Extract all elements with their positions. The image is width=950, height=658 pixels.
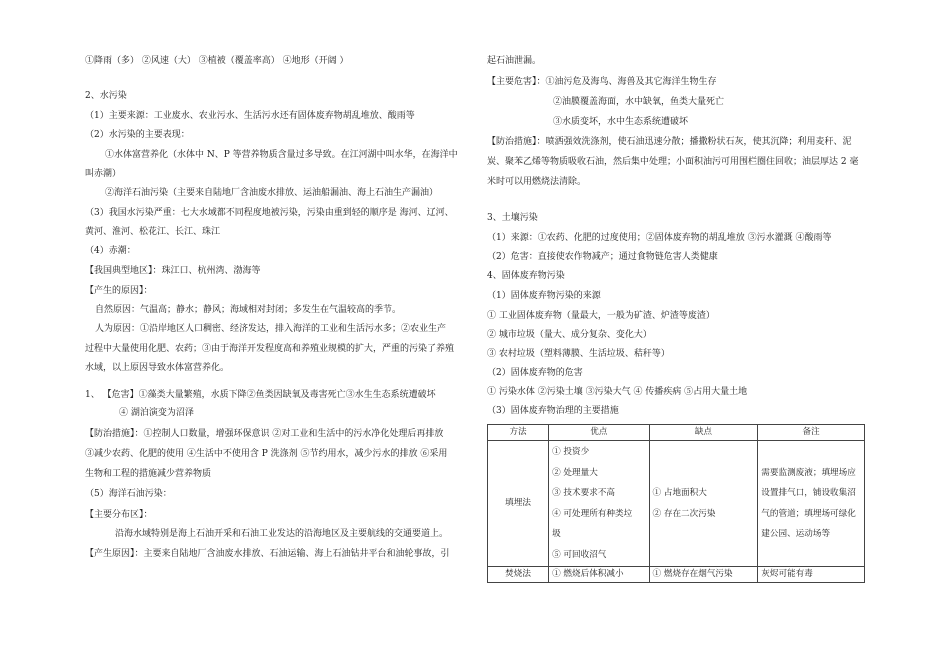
solid-waste-treatment-table (487, 424, 865, 583)
left-text-line: 【防治措施】：①控制人口数量，增强环保意识 ②对工业和生活中的污水净化处理后再排放 (85, 429, 444, 439)
table-row-landfill (488, 441, 865, 567)
left-text-line: 1、 【危害】①藻类大量繁殖，水质下降②鱼类因缺氧及毒害死亡③水生生态系统遭破坏 (85, 390, 436, 400)
method-cell: 填埋法 (488, 441, 549, 567)
right-text-line: ③ 农村垃圾（塑料薄膜、生活垃圾、秸秆等） (487, 349, 670, 359)
left-text-line: （3）我国水污染严重：七大水域都不同程度地被污染，污染由重到轻的顺序是 海河、辽河、 (85, 208, 454, 218)
left-text-line: 自然原因：气温高；静水；静风；海域相对封闭；多发生在气温较高的季节。 (95, 305, 402, 315)
left-text-line: 沿海水域特别是海上石油开采和石油工业发达的沿海地区及主要航线的交通要道上。 (115, 529, 449, 539)
list-item: ① 占地面积大 (652, 488, 707, 498)
advantages-cell (549, 441, 649, 567)
left-text-line: 2、水污染 (85, 91, 127, 101)
table-header-row (488, 425, 865, 441)
header-method: 方法 (488, 425, 549, 441)
right-text-line: ① 污染水体 ②污染土壤 ③污染大气 ④ 传播疾病 ⑤占用大量土地 (487, 387, 748, 397)
disadvantages-cell (649, 441, 758, 567)
header-disadvantages: 缺点 (649, 425, 758, 441)
method-cell: 焚烧法 (488, 567, 549, 583)
right-text-line: 【主要危害】：①油污危及海鸟、海兽及其它海洋生物生存 (487, 77, 717, 87)
left-text-line: 生物和工程的措施减少营养物质 (85, 469, 212, 479)
list-item: ② 存在二次污染 (652, 508, 716, 519)
left-text-line: （2）水污染的主要表现： (85, 130, 190, 140)
left-text-line: ①降雨（多） ②风速（大） ③植被（覆盖率高） ④地形（开阔 ） (85, 56, 349, 66)
right-text-line: （1）固体废弃物污染的来源 (487, 291, 601, 301)
list-item: ② 处理量大 (552, 467, 598, 478)
right-text-line: 4、固体废弃物污染 (487, 271, 565, 281)
right-text-line: 起石油泄漏。 (487, 56, 542, 66)
right-text-line: （2）危害：直接使农作物减产；通过食物链危害人类健康 (487, 252, 718, 262)
right-text-line: （3）固体废弃物治理的主要措施 (487, 406, 619, 416)
notes-cell: 灰烬可能有毒 (758, 567, 865, 583)
right-text-line: （2）固体废弃物的危害 (487, 368, 583, 378)
left-text-line: 叫赤潮） (85, 169, 122, 179)
right-text-line: ③水质变坏，水中生态系统遭破坏 (553, 117, 689, 127)
right-text-line: 3、土壤污染 (487, 213, 538, 223)
table-row-incineration (488, 567, 865, 583)
left-text-line: 过程中大量使用化肥、农药；③由于海洋开发程度高和养殖业规模的扩大，严重的污染了养殖 (85, 344, 455, 354)
left-text-line: ③减少农药、化肥的使用 ④生活中不使用含 P 洗涤剂 ⑤节约用水，减少污水的排放 ⑥采用 (85, 449, 448, 459)
left-text-line: ④ 湖泊演变为沼泽 (119, 408, 194, 418)
left-text-line: ②海洋石油污染（主要来自陆地厂含油废水排放、运油船漏油、海上石油生产漏油） (105, 188, 439, 198)
left-text-line: 【产生的原因】： (85, 286, 153, 296)
left-text-line: 【我国典型地区】：珠江口、杭州湾、渤海等 (85, 266, 261, 276)
left-text-line: （4）赤潮： (85, 246, 136, 256)
left-text-line: 【主要分布区】： (85, 510, 153, 520)
header-notes: 备注 (758, 425, 865, 441)
left-text-line: （1）主要来源：工业废水、农业污水、生活污水还有固体废弃物胡乱堆放、酸雨等 (85, 111, 415, 121)
right-text-line: （1）来源：①农药、化肥的过度使用；②固体废弃物的胡乱堆放 ③污水灌溉 ④酸雨等 (487, 233, 832, 243)
right-text-line: 米时可以用燃烧法清除。 (487, 177, 587, 187)
right-text-line: ① 工业固体废弃物（量最大，一般为矿渣、炉渣等废渣） (487, 311, 715, 321)
left-text-line: 人为原因：①沿岸地区人口稠密、经济发达，排入海洋的工业和生活污水多；②农业生产 (95, 324, 447, 334)
advantages-cell: ① 燃烧后体积减小 (549, 567, 649, 583)
left-text-line: 【产生原因】：主要来自陆地厂含油废水排放、石油运输、海上石油钻井平台和油轮事故，引 (85, 549, 450, 559)
right-text-line: ② 城市垃圾（量大、成分复杂、变化大） (487, 330, 652, 340)
right-text-line: ②油膜覆盖海面，水中缺氧，鱼类大量死亡 (553, 97, 725, 107)
left-text-line: 黄河、淮河、松花江、长江、珠江 (85, 227, 221, 237)
notes-cell: 需要监测废液；填埋场应设置排气口，铺设收集沼气的管道；填埋场可绿化建公园、运动场等 (758, 441, 865, 567)
list-item: ③ 技术要求不高 (552, 488, 615, 498)
header-advantages: 优点 (549, 425, 649, 441)
list-item: ⑤ 可回收沼气 (552, 549, 607, 560)
disadvantages-cell: ① 燃烧存在烟气污染 (649, 567, 758, 583)
list-item: ① 投资少 (552, 447, 590, 457)
left-text-line: 水域，以上原因导致水体富营养化。 (85, 363, 230, 373)
left-text-line: ①水体富营养化（水体中 N、P 等营养物质含量过多导致。在江河湖中叫水华，在海洋中 (105, 150, 458, 160)
right-text-line: 【防治措施】：喷洒强效洗涤剂，使石油迅速分散；播撒粉状石灰，使其沉降；利用麦秆、泥 (487, 137, 852, 147)
right-text-line: 炭、聚苯乙烯等物质吸收石油，然后集中处理；小面积油污可用围栏圈住回收；油层厚达 2 毫 (487, 157, 859, 167)
list-item: ④ 可处理所有种类垃 (552, 508, 633, 519)
left-text-line: （5）海洋石油污染： (85, 489, 172, 499)
list-item: 圾 (552, 529, 561, 539)
